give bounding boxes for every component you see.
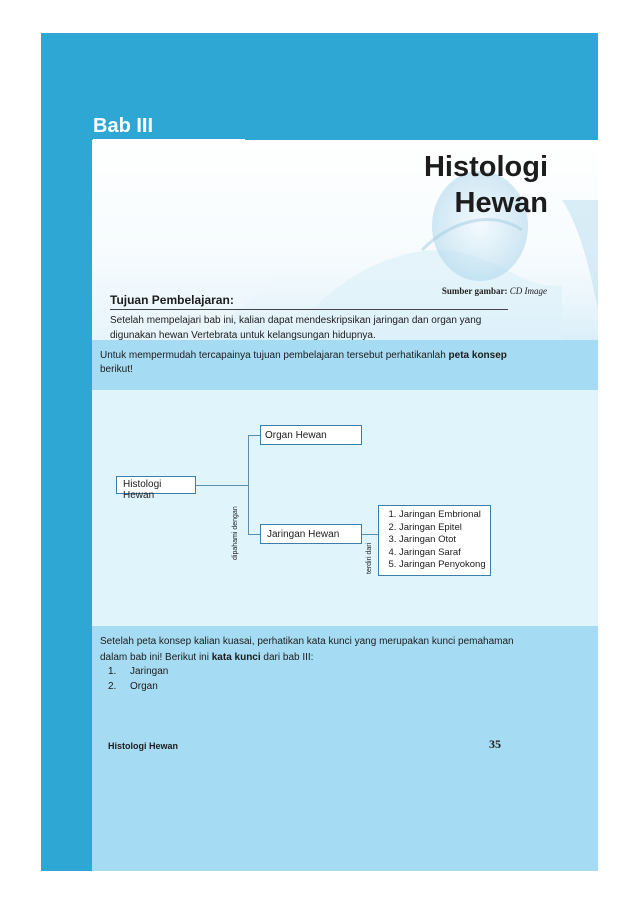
chapter-title-line-2: Hewan (454, 187, 548, 219)
connector-root (196, 485, 248, 486)
tissue-item: 4. Jaringan Saraf (399, 547, 490, 560)
tissue-item: 5. Jaringan Penyokong (399, 559, 490, 572)
source-value: CD Image (509, 286, 547, 296)
tissue-item: 3. Jaringan Otot (399, 534, 490, 547)
keywords-intro-text: Setelah peta konsep kalian kuasai, perhatikan kata kunci yang merupakan kunci pemahaman dalam bab ini! Berikut ini (100, 636, 514, 663)
footer-title: Histologi Hewan (108, 741, 179, 751)
image-source (442, 286, 547, 296)
source-label: Sumber gambar: (441, 286, 508, 296)
organ-label: Organ Hewan (265, 430, 327, 441)
organ-box (260, 425, 362, 445)
intro-text-bold: peta konsep (448, 350, 507, 361)
keywords-intro (100, 634, 520, 666)
keyword-item (108, 666, 168, 677)
keyword-item (108, 681, 158, 692)
concept-root-label: Histologi Hewan (123, 479, 162, 501)
tissue-item: 2. Jaringan Epitel (399, 522, 490, 535)
concept-root-box (116, 476, 196, 501)
connector-organ (248, 435, 260, 436)
page-number: 35 (489, 737, 501, 751)
objectives-rule (110, 309, 508, 310)
keyword-label: Jaringan (130, 666, 169, 677)
keyword-label: Organ (130, 681, 158, 692)
chapter-label: Bab III (93, 115, 154, 137)
tissue-item: 1. Jaringan Embrional (399, 509, 490, 522)
tissue-connector-label: terdiri dari (366, 542, 373, 574)
objectives-text: Setelah mempelajari bab ini, kalian dapat mendeskripsikan jaringan dan organ yang digunakan hewan Vertebrata untuk kelangsungan hidupnya. (110, 315, 482, 341)
chapter-title-line-1: Histologi (423, 151, 548, 183)
objectives-heading: Tujuan Pembelajaran: (110, 293, 234, 307)
keyword-number: 1. (108, 666, 117, 677)
keyword-number: 2. (108, 681, 117, 692)
connector-tissue-list (362, 534, 378, 535)
intro-text (100, 349, 515, 377)
keywords-intro-end: dari bab III: (260, 652, 314, 663)
tissue-label: Jaringan Hewan (267, 529, 340, 540)
tissue-list-box (378, 505, 491, 576)
intro-text-main: Untuk mempermudah tercapainya tujuan pembelajaran tersebut perhatikanlah (100, 350, 449, 361)
connector-label: dipahami dengan (232, 506, 239, 560)
connector-tissue (248, 534, 260, 535)
tissue-box (260, 524, 362, 544)
connector-vertical (248, 435, 249, 535)
intro-text-end: berikut! (100, 364, 133, 375)
keywords-intro-bold: kata kunci (211, 652, 261, 663)
tissue-list (382, 509, 490, 572)
